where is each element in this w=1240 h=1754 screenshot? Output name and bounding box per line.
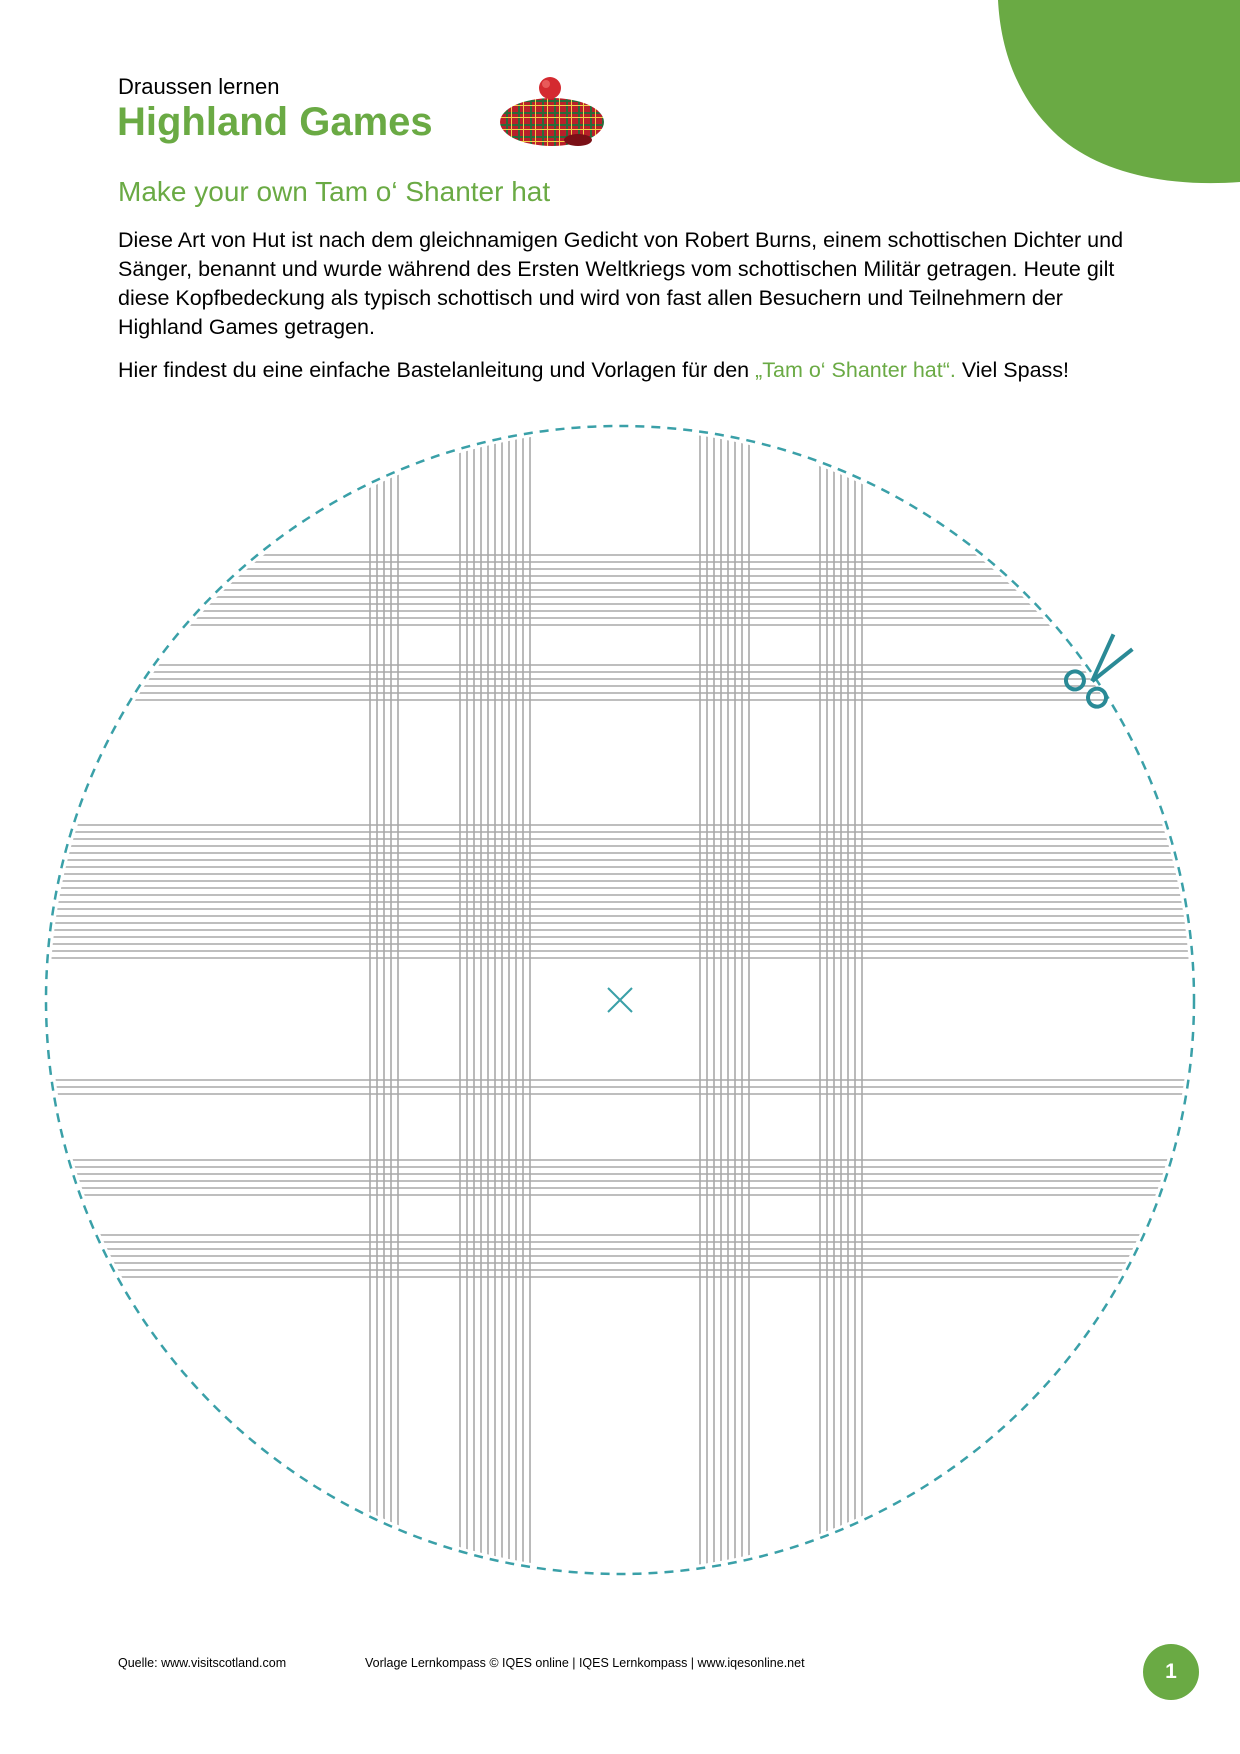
x-mark-icon xyxy=(608,988,632,1012)
tartan-circle-template xyxy=(0,400,1240,1600)
instructions-closing: Viel Spass! xyxy=(955,358,1069,382)
footer-credit: Vorlage Lernkompass © IQES online | IQES Lernkompass | www.iqesonline.net xyxy=(365,1656,805,1670)
page-number-badge: 1 xyxy=(1143,1644,1199,1700)
instructions-paragraph xyxy=(118,356,1128,385)
intro-paragraph: Diese Art von Hut ist nach dem gleichnamigen Gedicht von Robert Burns, einem schottischen Dichter und Sänger, benannt und wurde während des Ersten Weltkriegs vom schottischen Militär getragen. Heute gilt diese Kopfbedeckung als typisch schottisch und wird von fast allen Besuchern und Teilnehmern der Highland Games getragen. xyxy=(118,228,1124,339)
instructions-text: Hier findest du eine einfache Bastelanleitung und Vorlagen für den xyxy=(118,358,756,382)
page-title: Highland Games xyxy=(117,100,433,144)
tam-o-shanter-link[interactable]: „Tam o‘ Shanter hat“. xyxy=(755,358,956,382)
section-subtitle: Make your own Tam o‘ Shanter hat xyxy=(118,176,551,207)
section-kicker: Draussen lernen xyxy=(118,74,280,99)
scissors-icon xyxy=(1062,628,1141,711)
footer-source: Quelle: www.visitscotland.com xyxy=(118,1656,287,1670)
tam-o-shanter-hat-image xyxy=(490,72,610,152)
